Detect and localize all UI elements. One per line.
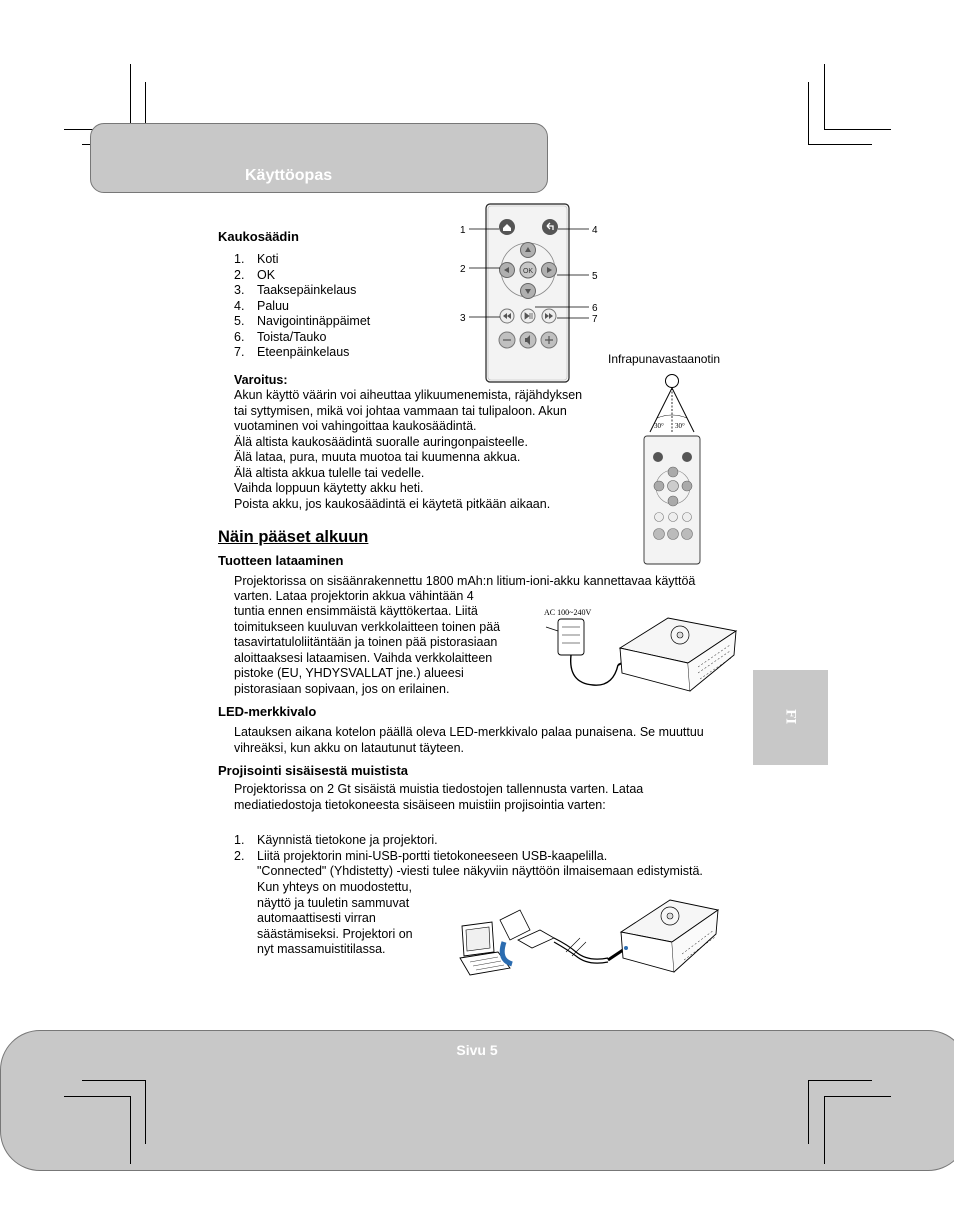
remote-diagram <box>455 200 605 386</box>
list-item: "Connected" (Yhdistetty) -viesti tulee näkyviin näyttöön ilmaisemaan edistymistä. <box>257 864 703 878</box>
remote-heading: Kaukosäädin <box>218 229 299 244</box>
list-item: 2. Liitä projektorin mini-USB-portti tietokoneeseen USB-kaapelilla. <box>234 848 608 863</box>
warning-line: Älä altista akkua tulelle tai vedelle. <box>234 465 425 480</box>
warning-line: Akun käyttö väärin voi aiheuttaa ylikuumenemista, räjähdyksen <box>234 388 583 402</box>
svg-text:30°: 30° <box>675 422 685 430</box>
led-line: vihreäksi, kun akku on latautunut täyteen. <box>234 740 465 755</box>
page-title: Käyttöopas <box>245 167 333 184</box>
list-item: 2. OK <box>234 267 276 282</box>
step2-line: automaattisesti virran <box>257 911 376 925</box>
projection-steps <box>234 833 703 880</box>
led-text <box>234 725 704 756</box>
charging-line: pistoke (EU, YHDYSVALLAT jne.) alueesi <box>234 666 464 680</box>
charging-line: toimitukseen kuuluvan verkkolaitteen toinen pää <box>234 619 501 634</box>
language-label: FI <box>782 708 798 725</box>
charging-diagram <box>538 603 738 698</box>
svg-text:6: 6 <box>592 303 598 314</box>
step2-continuation <box>257 880 413 958</box>
led-line: Latauksen aikana kotelon päällä oleva LED-merkkivalo palaa punaisena. Se muuttuu <box>234 725 704 739</box>
warning-line: Älä altista kaukosäädintä suoralle auringonpaisteelle. <box>234 434 528 449</box>
return-button-icon <box>542 219 558 235</box>
svg-text:1: 1 <box>460 225 466 236</box>
led-heading: LED-merkkivalo <box>218 704 317 719</box>
charging-intro: Projektorissa on sisäänrakennettu 1800 mAh:n litium-ioni-akku kannettavaa käyttöä <box>234 574 696 588</box>
warning-text <box>234 388 582 512</box>
usb-connection-diagram <box>458 890 720 990</box>
step2-line: näyttö ja tuuletin sammuvat <box>257 895 410 910</box>
list-item: 6. Toista/Tauko <box>234 329 327 344</box>
charging-text <box>234 589 500 698</box>
warning-line: Älä lataa, pura, muuta muotoa tai kuumenna akkua. <box>234 450 521 464</box>
charging-line: pistorasiaan sopivaan, jos on erilainen. <box>234 681 450 696</box>
page-number: Sivu 5 <box>456 1042 498 1058</box>
projection-text <box>234 782 643 813</box>
charging-line: tasavirtatuloliitäntään ja toinen pää pistorasiaan <box>234 635 498 649</box>
projection-line: mediatiedostoja tietokoneesta sisäiseen muistiin projisointia varten: <box>234 797 606 812</box>
svg-text:AC 100~240V: AC 100~240V <box>544 608 592 617</box>
svg-text:2: 2 <box>460 264 466 275</box>
list-item: 4. Paluu <box>234 298 289 313</box>
getting-started-title: Näin pääset alkuun <box>218 528 369 546</box>
svg-text:3: 3 <box>460 313 466 324</box>
charging-heading: Tuotteen lataaminen <box>218 553 344 568</box>
svg-text:5: 5 <box>592 271 598 282</box>
list-item: 5. Navigointinäppäimet <box>234 314 371 328</box>
step2-line: säästämiseksi. Projektori on <box>257 926 413 941</box>
charging-line: varten. Lataa projektorin akkua vähintään 4 <box>234 588 474 603</box>
svg-text:7: 7 <box>592 314 598 325</box>
projection-heading: Projisointi sisäisestä muistista <box>218 763 409 778</box>
ir-receiver-diagram <box>615 370 710 568</box>
svg-text:4: 4 <box>592 225 598 236</box>
list-item: 7. Eteenpäinkelaus <box>234 345 350 359</box>
list-item: 1. Koti <box>234 252 279 266</box>
step2-line: nyt massamuistitilassa. <box>257 942 386 956</box>
warning-line: vuotaminen voi vahingoittaa kaukosäädintä. <box>234 419 477 433</box>
charging-line: aloittaaksesi lataamisen. Vaihda verkkolaitteen <box>234 650 493 665</box>
list-item: 3. Taaksepäinkelaus <box>234 283 357 297</box>
warning-line: tai syttymisen, mikä voi johtaa vammaan tai tulipaloon. Akun <box>234 403 567 418</box>
step2-line: Kun yhteys on muodostettu, <box>257 880 412 894</box>
remote-button-list <box>234 252 370 361</box>
warning-line: Poista akku, jos kaukosäädintä ei käytetä pitkään aikaan. <box>234 496 551 511</box>
projection-line: Projektorissa on 2 Gt sisäistä muistia tiedostojen tallennusta varten. Lataa <box>234 782 644 796</box>
list-item: 1. Käynnistä tietokone ja projektori. <box>234 833 438 847</box>
ir-receiver-label: Infrapunavastaanotin <box>608 352 721 366</box>
warning-line: Vaihda loppuun käytetty akku heti. <box>234 481 424 495</box>
svg-text:OK: OK <box>522 268 534 275</box>
charging-line: tuntia ennen ensimmäistä käyttökertaa. Liitä <box>234 604 478 618</box>
warning-title: Varoitus: <box>234 373 288 387</box>
svg-text:30°: 30° <box>654 422 664 430</box>
